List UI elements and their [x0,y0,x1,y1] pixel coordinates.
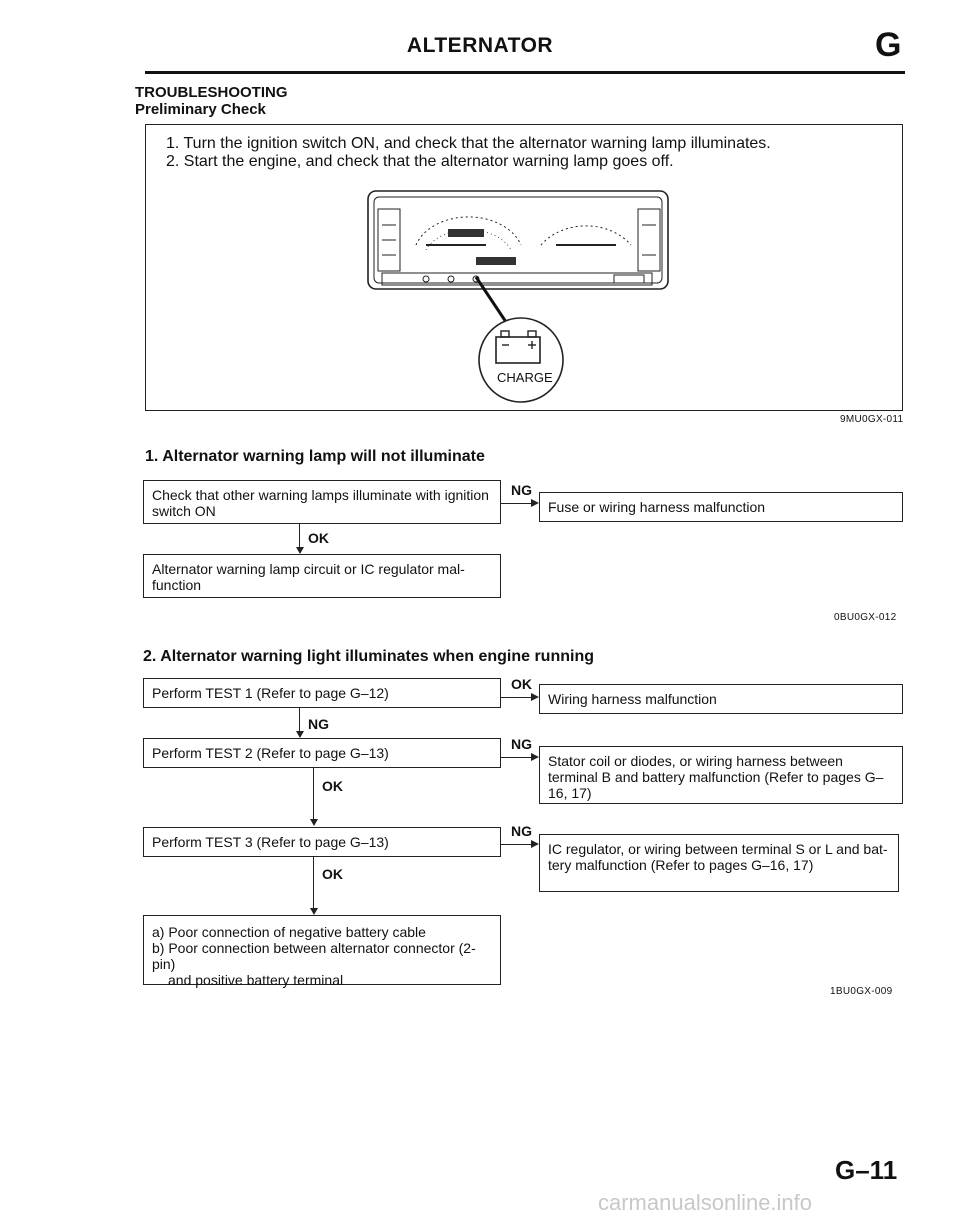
flow1-ok-result-box [143,554,501,598]
flow1-ok-label: OK [308,530,329,546]
test1-ok-result-text: Wiring harness malfunction [548,691,717,707]
test3-ng-result-text: IC regulator, or wiring between terminal S or L and bat-tery malfunction (Refer to pages G–16, 17) [548,841,888,873]
flow1-ng-label: NG [511,482,532,498]
test2-ng-connector [501,757,533,758]
test1-box [143,678,501,708]
flow1-figure-code: 0BU0GX-012 [834,612,897,623]
test1-text: Perform TEST 1 (Refer to page G–12) [152,685,389,701]
flow1-ng-result-text: Fuse or wiring harness malfunction [548,499,766,515]
page-header-title: ALTERNATOR [406,34,554,57]
section-title: TROUBLESHOOTING [135,84,288,101]
flow1-check-box [143,480,501,524]
test3-box [143,827,501,857]
flow1-ok-result-text: Alternator warning lamp circuit or IC regulator mal-function [152,561,465,593]
section-letter: G [875,26,902,64]
test2-ng-result-text: Stator coil or diodes, or wiring harness between terminal B and battery malfunction (Refer to pages G–16, 17) [548,753,884,801]
test2-text: Perform TEST 2 (Refer to page G–13) [152,745,389,761]
test2-ng-label: NG [511,736,532,752]
preliminary-panel [145,124,903,411]
preliminary-step-1: 1. Turn the ignition switch ON, and check that the alternator warning lamp illuminates. [166,135,771,152]
test3-ng-connector [501,844,533,845]
test3-ok-arrow [310,908,318,915]
test3-text: Perform TEST 3 (Refer to page G–13) [152,834,389,850]
section-subtitle: Preliminary Check [135,101,266,118]
page-number: G–11 [835,1155,898,1185]
test3-ng-result-box [539,834,899,892]
flow1-ng-connector [501,503,533,504]
test2-ng-result-box [539,746,903,804]
flow1-check-text: Check that other warning lamps illuminate with ignition switch ON [152,487,489,519]
flow1-ok-arrow [296,547,304,554]
preliminary-step-2: 2. Start the engine, and check that the alternator warning lamp goes off. [166,153,674,170]
test1-ng-arrow [296,731,304,738]
test1-ok-arrow [531,693,539,701]
test2-ng-arrow [531,753,539,761]
test2-box [143,738,501,768]
final-result-box [143,915,501,988]
test3-ok-label: OK [322,866,343,882]
test3-ng-label: NG [511,823,532,839]
final-result-a: a) Poor connection of negative battery cable [152,924,426,940]
final-result-b1: b) Poor connection between alternator connector (2-pin) [152,940,476,972]
test2-ok-connector [313,768,314,822]
test2-ok-label: OK [322,778,343,794]
flow1-ng-arrow [531,499,539,507]
test1-ok-connector [501,697,533,698]
test1-ng-label: NG [308,716,329,732]
charge-lamp-label: CHARGE [497,370,553,385]
flow2-figure-code: 1BU0GX-009 [830,986,893,997]
header-rule [145,71,905,74]
test3-ng-arrow [531,840,539,848]
preliminary-figure-code: 9MU0GX-011 [840,414,904,425]
final-result-b2: and positive battery terminal [168,972,344,988]
flow1-ng-result-box [539,492,903,522]
test3-ok-connector [313,857,314,911]
test1-ok-label: OK [511,676,532,692]
watermark: carmanualsonline.info [598,1190,813,1215]
test1-ok-result-box [539,684,903,714]
test2-ok-arrow [310,819,318,826]
flow1-heading: 1. Alternator warning lamp will not illuminate [145,448,485,465]
flow2-heading: 2. Alternator warning light illuminates when engine running [143,648,594,665]
